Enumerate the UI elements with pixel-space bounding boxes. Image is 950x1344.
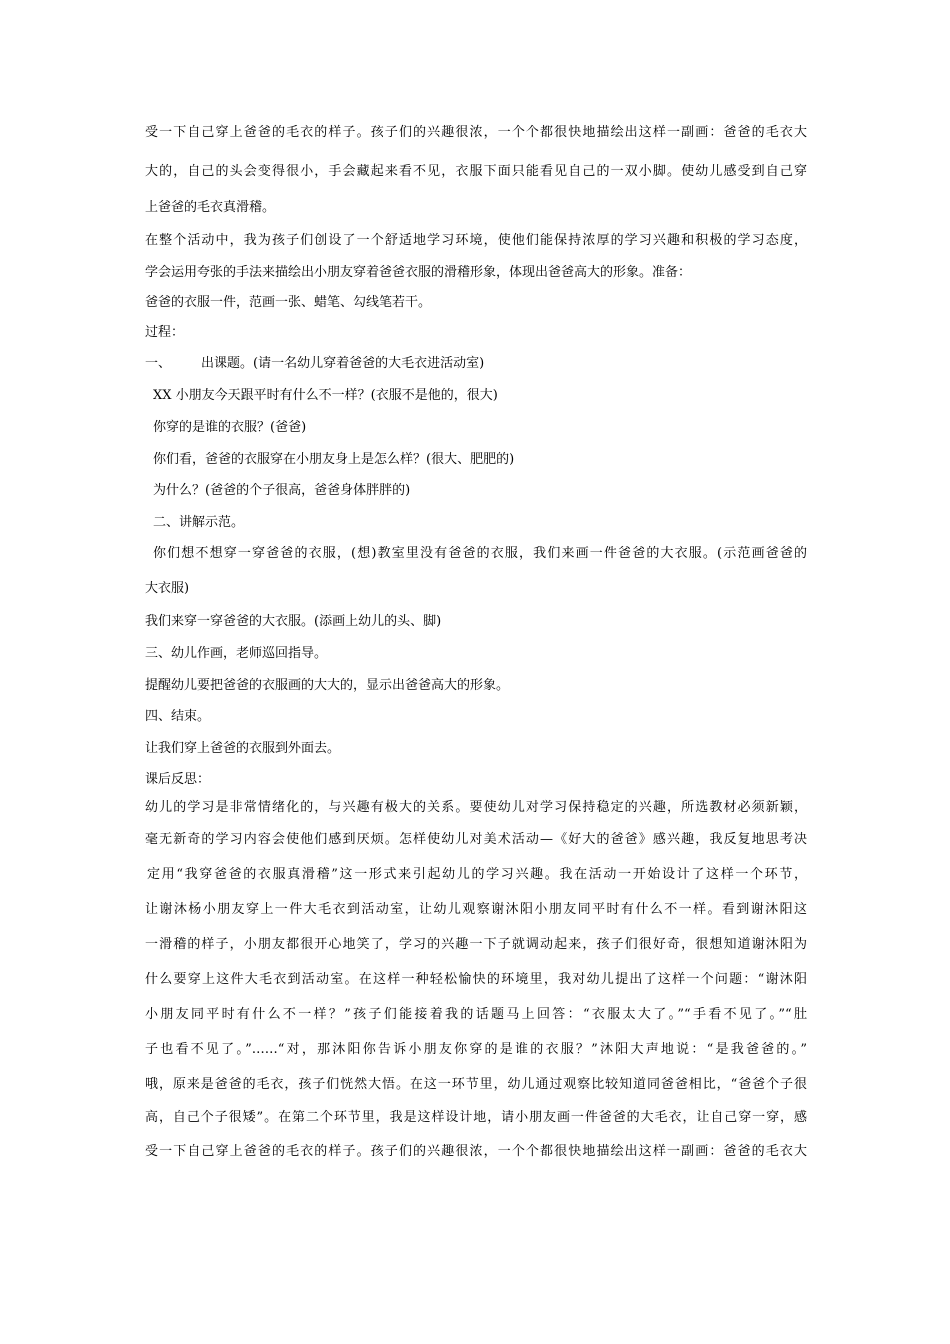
text-line: 幼儿的学习是非常情绪化的，与兴趣有极大的关系。要使幼儿对学习保持稳定的兴趣，所选教材必须新颖， — [145, 800, 807, 815]
section-heading: 三、幼儿作画，老师巡回指导。 — [145, 646, 328, 661]
text-line: 受一下自己穿上爸爸的毛衣的样子。孩子们的兴趣很浓，一个个都很快地描绘出这样一副画：爸爸的毛衣大 — [145, 125, 807, 140]
text-line: 一滑稽的样子，小朋友都很开心地笑了，学习的兴趣一下子就调动起来，孩子们很好奇，很想知道谢沐阳为 — [145, 937, 807, 952]
text-line: 让谢沐杨小朋友穿上一件大毛衣到活动室，让幼儿观察谢沐阳小朋友同平时有什么不一样。看到谢沐阳这 — [145, 902, 807, 917]
text-line: 高，自己个子很矮”。在第二个环节里，我是这样设计地，请小朋友画一件爸爸的大毛衣，让自己穿一穿，感 — [145, 1110, 807, 1125]
text-line: 过程： — [145, 325, 185, 340]
text-line: 爸爸的衣服一件，范画一张、蜡笔、勾线笔若干。 — [145, 295, 432, 310]
text-line: 大的，自己的头会变得很小，手会藏起来看不见，衣服下面只能看见自己的一双小脚。使幼儿感受到自己穿 — [145, 164, 807, 179]
text-line: 什么要穿上这件大毛衣到活动室。在这样一种轻松愉快的环境里，我对幼儿提出了这样一个问题：“谢沐阳 — [145, 972, 807, 987]
text-line: 我们来穿一穿爸爸的大衣服。(添画上幼儿的头、脚) — [145, 614, 442, 629]
text-line: 你穿的是谁的衣服？(爸爸) — [153, 420, 307, 435]
text-line: 你们看，爸爸的衣服穿在小朋友身上是怎么样？(很大、肥肥的) — [153, 452, 515, 467]
text-line: 小朋友同平时有什么不一样？”孩子们能接着我的话题马上回答：“衣服太大了。”“手看不见了。”“肚 — [145, 1007, 807, 1022]
section-heading: 四、结束。 — [145, 709, 211, 724]
section-number: 一、 — [145, 356, 172, 371]
text-line: 为什么？(爸爸的个子很高，爸爸身体胖胖的) — [153, 483, 411, 498]
section-title: 出课题。(请一名幼儿穿着爸爸的大毛衣进活动室) — [201, 356, 485, 371]
text-line: 上爸爸的毛衣真滑稽。 — [145, 200, 276, 215]
section-heading — [145, 356, 484, 372]
text-line: 哦，原来是爸爸的毛衣，孩子们恍然大悟。在这一环节里，幼儿通过观察比较知道同爸爸相比，“爸爸个子很 — [145, 1077, 807, 1092]
text-line: 你们想不想穿一穿爸爸的衣服，(想)教室里没有爸爸的衣服，我们来画一件爸爸的大衣服。(示范画爸爸的 — [153, 546, 807, 561]
text-line: 子也看不见了。”……“对，那沐阳你告诉小朋友你穿的是谁的衣服？”沐阳大声地说：“是我爸爸的。” — [145, 1042, 807, 1057]
text-line: 定用“我穿爸爸的衣服真滑稽”这一形式来引起幼儿的学习兴趣。我在活动一开始设计了这样一个环节， — [147, 867, 807, 882]
text-line: 提醒幼儿要把爸爸的衣服画的大大的，显示出爸爸高大的形象。 — [145, 678, 510, 693]
text-line: 毫无新奇的学习内容会使他们感到厌烦。怎样使幼儿对美术活动—《好大的爸爸》感兴趣，我反复地思考决 — [145, 832, 807, 847]
section-heading: 课后反思： — [145, 772, 211, 787]
section-heading: 二、讲解示范。 — [153, 515, 245, 530]
text-line: XX 小朋友今天跟平时有什么不一样？(衣服不是他的，很大) — [153, 388, 498, 403]
text-line: 学会运用夸张的手法来描绘出小朋友穿着爸爸衣服的滑稽形象，体现出爸爸高大的形象。准备： — [145, 265, 692, 280]
text-line: 受一下自己穿上爸爸的毛衣的样子。孩子们的兴趣很浓，一个个都很快地描绘出这样一副画：爸爸的毛衣大 — [145, 1144, 807, 1159]
text-line: 大衣服) — [145, 581, 190, 596]
text-line: 在整个活动中，我为孩子们创设了一个舒适地学习环境，使他们能保持浓厚的学习兴趣和积极的学习态度， — [145, 233, 807, 248]
text-line: 让我们穿上爸爸的衣服到外面去。 — [145, 741, 341, 756]
